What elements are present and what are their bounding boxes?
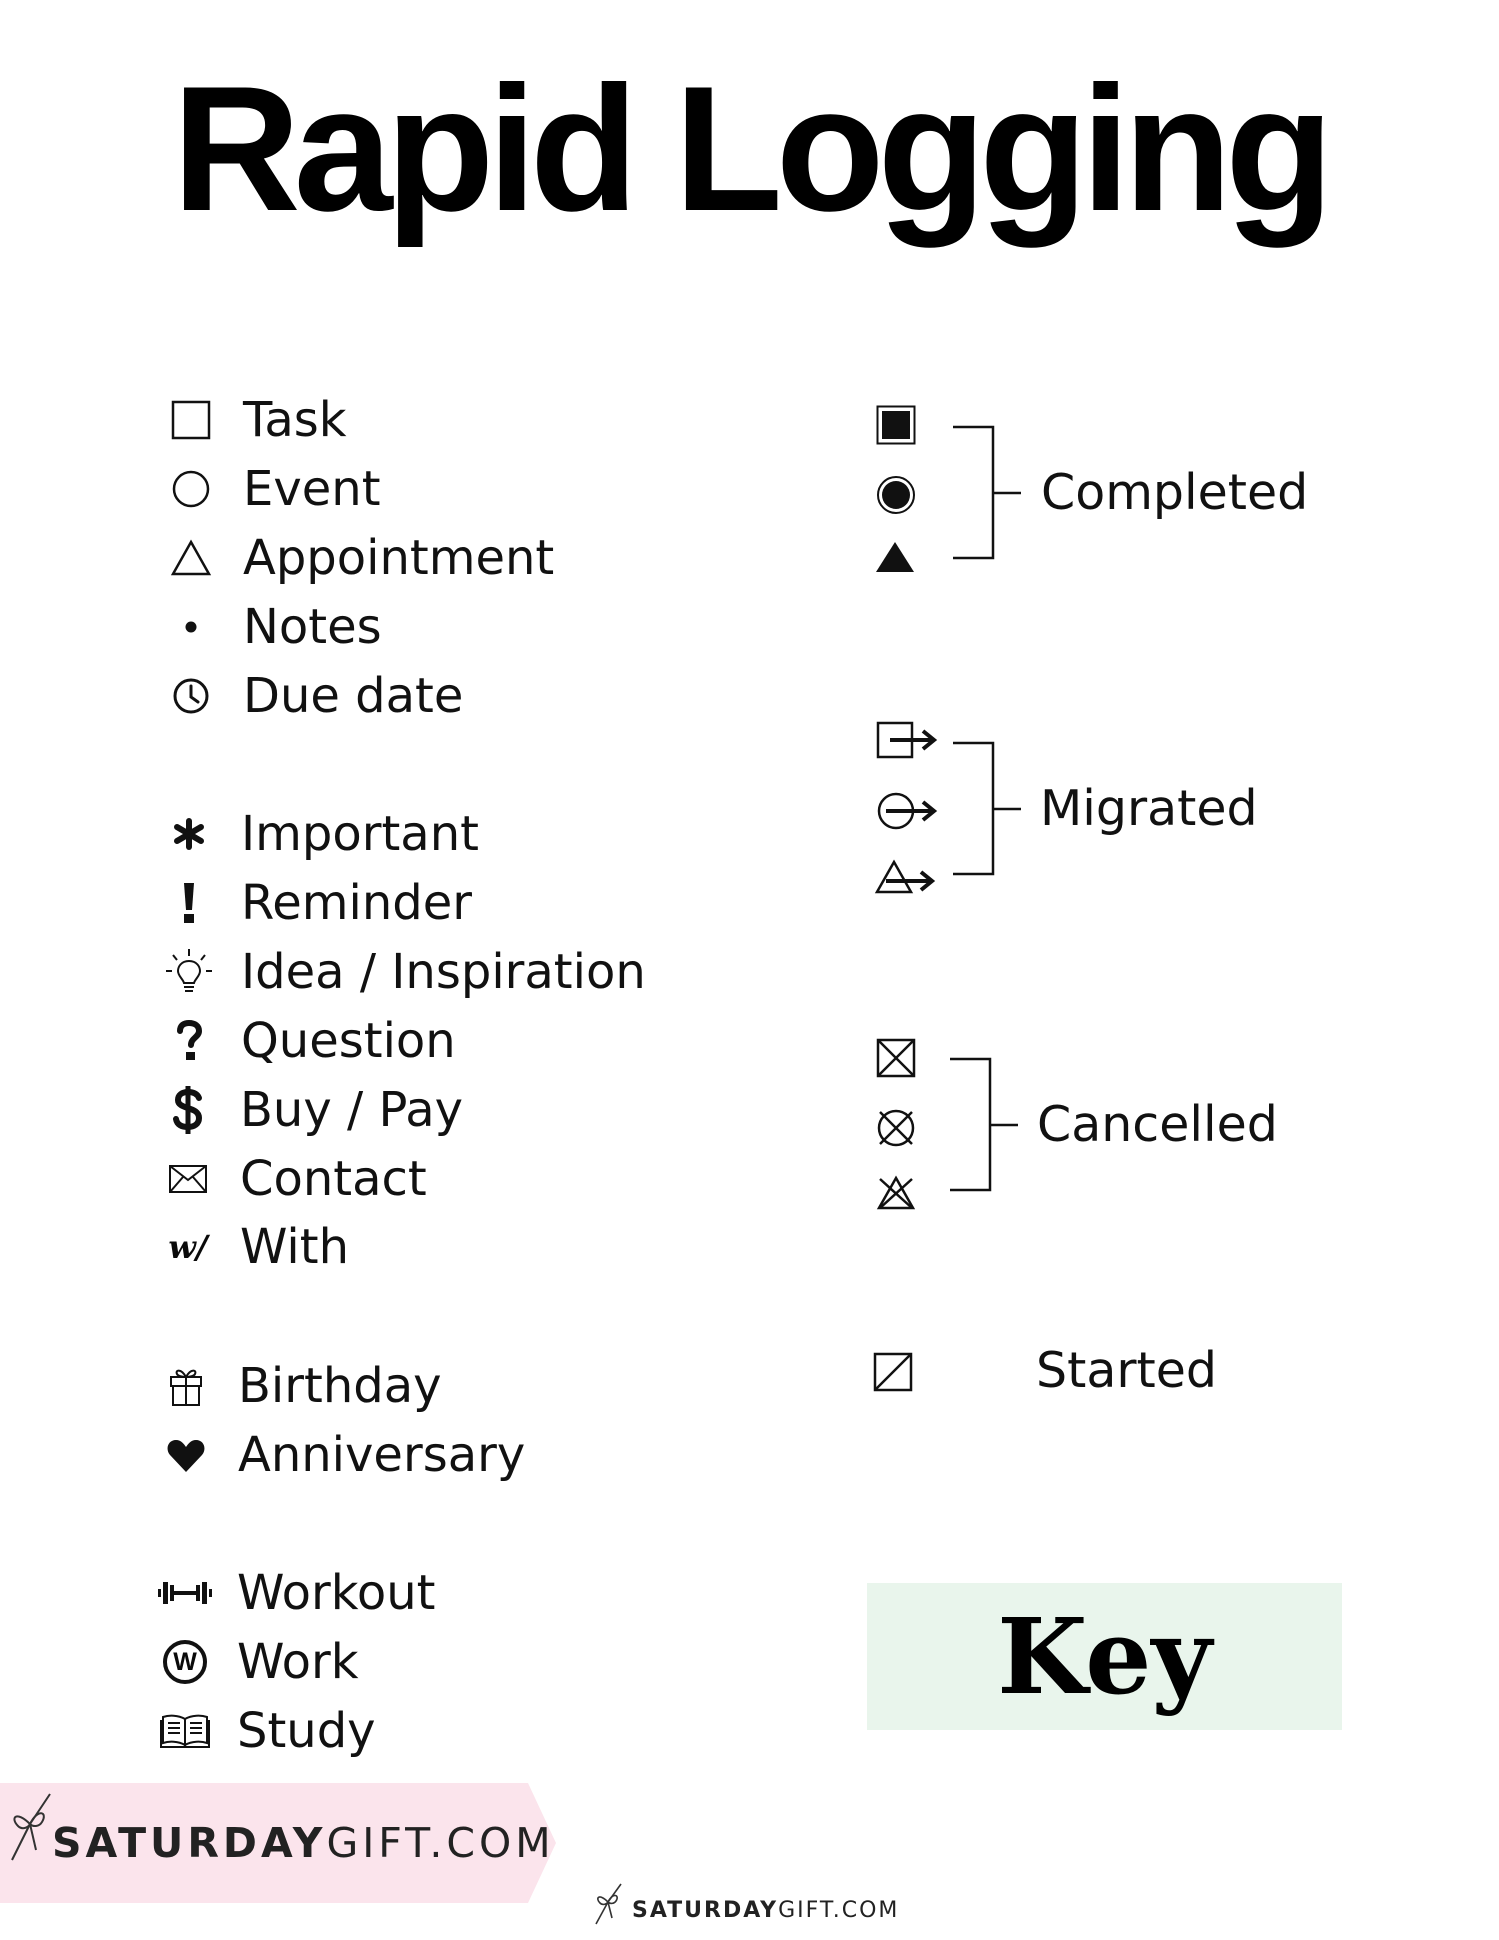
envelope-icon xyxy=(160,1145,216,1213)
legend-label: Notes xyxy=(243,599,382,655)
completed-bracket xyxy=(953,425,1023,564)
open-book-icon xyxy=(157,1697,213,1765)
cancelled-label: Cancelled xyxy=(1037,1096,1278,1153)
exclamation-icon xyxy=(161,869,217,937)
legend-label: Work xyxy=(237,1634,359,1690)
completed-label: Completed xyxy=(1041,464,1309,521)
filled-square-icon xyxy=(876,405,916,445)
dumbbell-icon xyxy=(157,1559,213,1627)
circled-w-glyph: W xyxy=(173,1648,197,1676)
key-label: Key xyxy=(997,1595,1212,1718)
legend-label: Idea / Inspiration xyxy=(241,944,646,1000)
legend-label: Study xyxy=(237,1703,376,1759)
legend-label: Workout xyxy=(237,1565,436,1621)
legend-label: With xyxy=(240,1219,349,1275)
legend-label: Anniversary xyxy=(238,1427,526,1483)
half-slashed-square-icon xyxy=(873,1352,913,1392)
legend-label: Buy / Pay xyxy=(240,1082,464,1138)
heart-icon xyxy=(158,1421,214,1489)
legend-label: Birthday xyxy=(238,1358,442,1414)
square-arrow-icon xyxy=(876,720,938,760)
legend-label: Due date xyxy=(243,668,464,724)
brand-ribbon-wordmark xyxy=(52,1818,555,1868)
legend-label: Contact xyxy=(240,1151,427,1207)
open-circle-icon xyxy=(163,455,219,523)
legend-label: Event xyxy=(243,461,381,517)
legend-label: Important xyxy=(241,806,479,862)
gift-icon xyxy=(158,1352,214,1420)
dot-icon xyxy=(163,593,219,661)
legend-label: Question xyxy=(241,1013,456,1069)
migrated-bracket xyxy=(953,741,1023,880)
crossed-triangle-icon xyxy=(876,1175,916,1211)
key-badge xyxy=(867,1583,1342,1730)
question-icon xyxy=(161,1007,217,1075)
with-shorthand-icon xyxy=(160,1213,216,1281)
footer-brand-light: GIFT.COM xyxy=(778,1898,900,1923)
clock-icon xyxy=(163,662,219,730)
crossed-square-icon xyxy=(876,1038,916,1078)
open-square-icon xyxy=(163,386,219,454)
circle-arrow-icon xyxy=(876,791,938,831)
legend-label: Task xyxy=(243,392,347,448)
brand-light: GIFT.COM xyxy=(326,1819,555,1867)
brand-bold: SATURDAY xyxy=(52,1819,327,1867)
started-label: Started xyxy=(1036,1342,1217,1399)
with-shorthand-glyph: w/ xyxy=(168,1228,208,1266)
triangle-arrow-icon xyxy=(874,859,936,895)
crossed-circle-icon xyxy=(876,1108,916,1148)
filled-circle-icon xyxy=(876,475,916,515)
filled-triangle-icon xyxy=(874,540,916,574)
legend-label: Appointment xyxy=(243,530,555,586)
migrated-label: Migrated xyxy=(1040,780,1258,837)
dollar-icon xyxy=(160,1076,216,1144)
legend-label: Reminder xyxy=(241,875,472,931)
page-title: Rapid Logging xyxy=(172,49,1327,248)
footer-wordmark xyxy=(632,1896,899,1926)
cancelled-bracket xyxy=(950,1057,1020,1196)
footer-brand-bold: SATURDAY xyxy=(632,1898,779,1923)
lightbulb-icon xyxy=(161,938,217,1006)
circled-w-icon xyxy=(157,1628,213,1696)
open-triangle-icon xyxy=(163,524,219,592)
footer-bow-icon xyxy=(592,1882,628,1930)
asterisk-icon xyxy=(161,800,217,868)
